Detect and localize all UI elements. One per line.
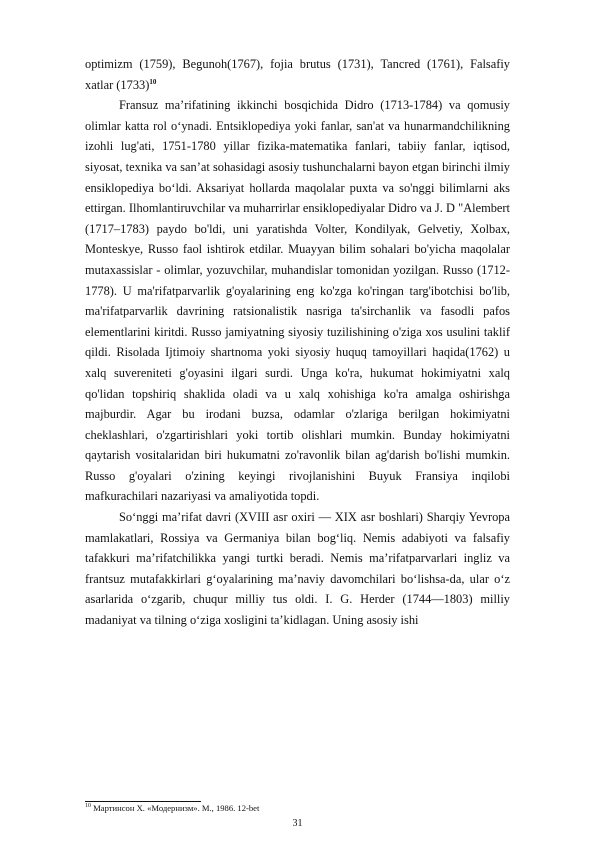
footnote-number: 10 [85, 803, 91, 810]
footnote-divider [85, 801, 201, 802]
paragraph-1-text: optimizm (1759), Begunoh(1767), fojia brutus (1731), Tancred (1761), Falsafiy xatlar (1733) [85, 57, 510, 92]
footnote [85, 803, 510, 814]
paragraph-1 [85, 54, 510, 95]
footnote-reference[interactable]: 10 [149, 77, 157, 86]
paragraph-3: Soʻnggi maʼrifat davri (XVIII asr oxiri — XIX asr boshlari) Sharqiy Yevropa mamlakatlari, Rossiya va Germaniya bilan bogʻliq. Nemis adabiyoti va falsafiy tafakkuri maʼrifatchilikka yangi turtki beradi. Nemis maʼrifatparvarlari ingliz va frantsuz mutafakkirlari gʻoyalarining maʼnaviy davomchilari boʻlishsa-da, ular oʻz asarlarida oʻzgarib, chuqur milliy tus oldi. I. G. Herder (1744—1803) milliy madaniyat va tilning oʻziga xosligini taʼkidlagan. Uning asosiy ishi [85, 510, 510, 628]
paragraph-2: Fransuz maʼrifatining ikkinchi bosqichida Didro (1713-1784) va qomusiy olimlar katta rol oʻynadi. Entsiklopediya yoki fanlar, san'at va hunarmandchilikning izohli lug'ati, 1751-1780 yillar fizika-matematika fanlari, tabiiy fanlar, iqtisod, siyosat, texnika va sanʼat sohasidagi asosiy tushunchalarni bayon etgan birinchi ilmiy ensiklopediya boʻldi. Aksariyat hollarda maqolalar puxta va so'nggi bilimlarni aks ettirgan. Ilhomlantiruvchilar va muharrirlar ensiklopediyalar Didro va J. D "Alembert (1717–1783) paydo bo'ldi, uni yaratishda Volter, Kondilyak, Gelvetiy, Xolbax, Monteskye, Russo faol ishtirok etdilar. Muayyan bilim sohalari bo'yicha maqolalar mutaxassislar - olimlar, yozuvchilar, muhandislar tomonidan yozilgan. Russo (1712-1778). U ma'rifatparvarlik g'oyalarining eng ko'zga ko'ringan targ'ibotchisi bo'lib, ma'rifatparvarlik davrining ratsionalistik nasriga ta'sirchanlik va fasodli pafos elementlarini kiritdi. Russo jamiyatning siyosiy tuzilishining o'ziga xos usulini taklif qildi. Risolada Ijtimoiy shartnoma yoki siyosiy huquq tamoyillari haqida(1762) u xalq suvereniteti g'oyasini ilgari surdi. Unga ko'ra, hukumat hokimiyatni xalq qo'lidan topshiriq shaklida oladi va u xalq xohishiga ko'ra amalga oshirishga majburdir. Agar bu irodani buzsa, odamlar o'zlariga berilgan hokimiyatni cheklashlari, o'zgartirishlari yoki tortib olishlari mumkin. Bunday hokimiyatni qaytarish vositalaridan biri hukumatni zo'ravonlik bilan ag'darish bo'lishi mumkin. Russo g'oyalari o'zining keyingi rivojlanishini Buyuk Fransiya inqilobi mafkurachilari nazariyasi va amaliyotida topdi. [85, 98, 510, 504]
body-text [85, 54, 510, 631]
page-number: 31 [292, 818, 303, 829]
footnote-text: Мартинсон Х. «Модернизм». М., 1986. 12-bet [91, 803, 260, 813]
